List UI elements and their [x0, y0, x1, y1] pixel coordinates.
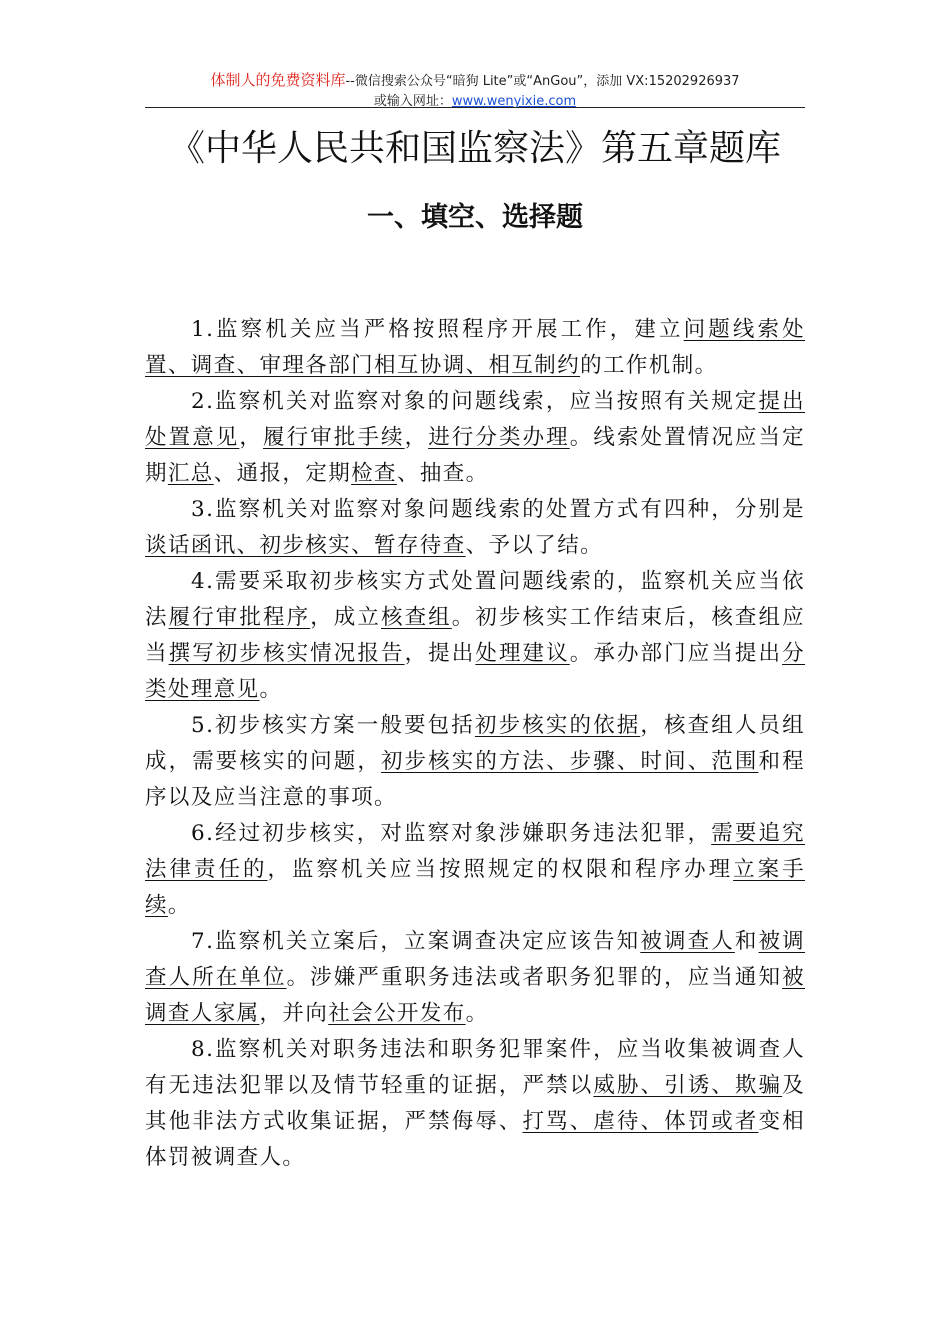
answer-blank: 分类处理意见: [145, 641, 806, 702]
header-info: --微信搜索公众号“暗狗 Lite”或“AnGou”，添加 VX:15202926937: [345, 74, 740, 89]
question-text: 、抽查。: [396, 461, 489, 486]
question-text: 2.监察机关对监察对象的问题线索，应当按照有关规定: [191, 389, 759, 414]
question-text: 4.需要采取初步核实方式处置问题线索的，监察机关应当依法: [145, 569, 805, 630]
question-item: [145, 816, 805, 924]
header-divider: [145, 107, 805, 108]
question-text: 。初步核实工作结束后，核查组应当: [145, 605, 806, 666]
question-text: ，监察机关应当按照规定的权限和程序办理: [267, 857, 734, 882]
question-text: 7.监察机关立案后，立案调查决定应该告知: [191, 929, 641, 954]
answer-blank: 立案手续: [145, 857, 805, 918]
question-text: ，并向: [259, 1001, 329, 1026]
question-text: 变相体罚被调查人。: [145, 1109, 805, 1170]
header-line-1: [145, 70, 805, 92]
answer-blank: 被调查人所在单位: [145, 929, 806, 990]
question-text: ，成立: [310, 605, 381, 630]
answer-blank: 威胁、引诱、欺骗: [593, 1073, 783, 1098]
question-text: 、予以了结。: [465, 533, 604, 558]
question-text: 。线索处置情况应当定期: [145, 425, 806, 486]
question-text: 和: [734, 929, 759, 954]
answer-blank: 提出处置意见: [145, 389, 805, 450]
answer-blank: 处理建议: [475, 641, 570, 666]
question-list: [145, 312, 805, 1176]
question-text: 及其他非法方式收集证据，严禁侮辱、: [145, 1073, 806, 1134]
answer-blank: 检查: [351, 461, 397, 486]
question-text: 8.监察机关对职务违法和职务犯罪案件，应当收集被调查人有无违法犯罪以及情节轻重的证据，严禁以: [145, 1037, 805, 1098]
answer-blank: 履行审批手续: [263, 425, 405, 450]
question-item: [145, 924, 805, 1032]
question-text: ，核查组人员组成，需要核实的问题，: [145, 713, 805, 774]
question-text: 5.初步核实方案一般要包括: [191, 713, 475, 738]
answer-blank: 进行分类办理: [428, 425, 570, 450]
question-text: ，: [404, 425, 429, 450]
header-url-link[interactable]: www.wenyixie.com: [451, 94, 577, 109]
answer-blank: 需要追究法律责任的: [145, 821, 805, 882]
header-line-2: [145, 92, 805, 112]
page-header: [145, 70, 805, 112]
question-item: [145, 1032, 805, 1176]
question-text: 1.监察机关应当严格按照程序开展工作，建立: [191, 317, 684, 342]
answer-blank: 核查组: [380, 605, 452, 630]
question-text: 。承办部门应当提出: [569, 641, 783, 666]
question-text: 6.经过初步核实，对监察对象涉嫌职务违法犯罪，: [191, 821, 712, 846]
answer-blank: 被调查人: [640, 929, 735, 954]
header-url-prefix: 或输入网址：: [373, 94, 452, 109]
answer-blank: 打骂、虐待、体罚或者: [522, 1109, 759, 1134]
answer-blank: 初步核实的方法、步骤、时间、范围: [380, 749, 759, 774]
answer-blank: 撰写初步核实情况报告: [168, 641, 405, 666]
question-item: [145, 492, 805, 564]
header-brand: 体制人的免费资料库: [210, 71, 346, 89]
question-item: [145, 384, 805, 492]
document-title: 《中华人民共和国监察法》第五章题库: [168, 128, 781, 169]
answer-blank: 谈话函讯、初步核实、暂存待查: [145, 533, 466, 558]
answer-blank: 履行审批程序: [168, 605, 311, 630]
answer-blank: 初步核实的依据: [474, 713, 641, 738]
question-text: 、通报，定期: [213, 461, 352, 486]
question-text: 。: [465, 1001, 489, 1026]
question-item: [145, 312, 805, 384]
answer-blank: 问题线索处置、调查、审理各部门相互协调、相互制约: [145, 317, 805, 378]
answer-blank: 被调查人家属: [145, 965, 805, 1026]
question-text: 的工作机制。: [580, 353, 718, 378]
question-text: 3.监察机关对监察对象问题线索的处置方式有四种，分别是: [191, 497, 805, 522]
question-text: ，: [239, 425, 263, 450]
section-title: 一、填空、选择题: [367, 202, 583, 233]
question-text: 。: [167, 893, 191, 918]
answer-blank: 社会公开发布: [328, 1001, 466, 1026]
question-text: 。: [259, 677, 283, 702]
answer-blank: 汇总: [167, 461, 214, 486]
question-item: [145, 708, 805, 816]
question-text: 和程序以及应当注意的事项。: [145, 749, 805, 810]
question-text: 。涉嫌严重职务违法或者职务犯罪的，应当通知: [286, 965, 783, 990]
question-item: [145, 564, 805, 708]
question-text: ，提出: [404, 641, 476, 666]
